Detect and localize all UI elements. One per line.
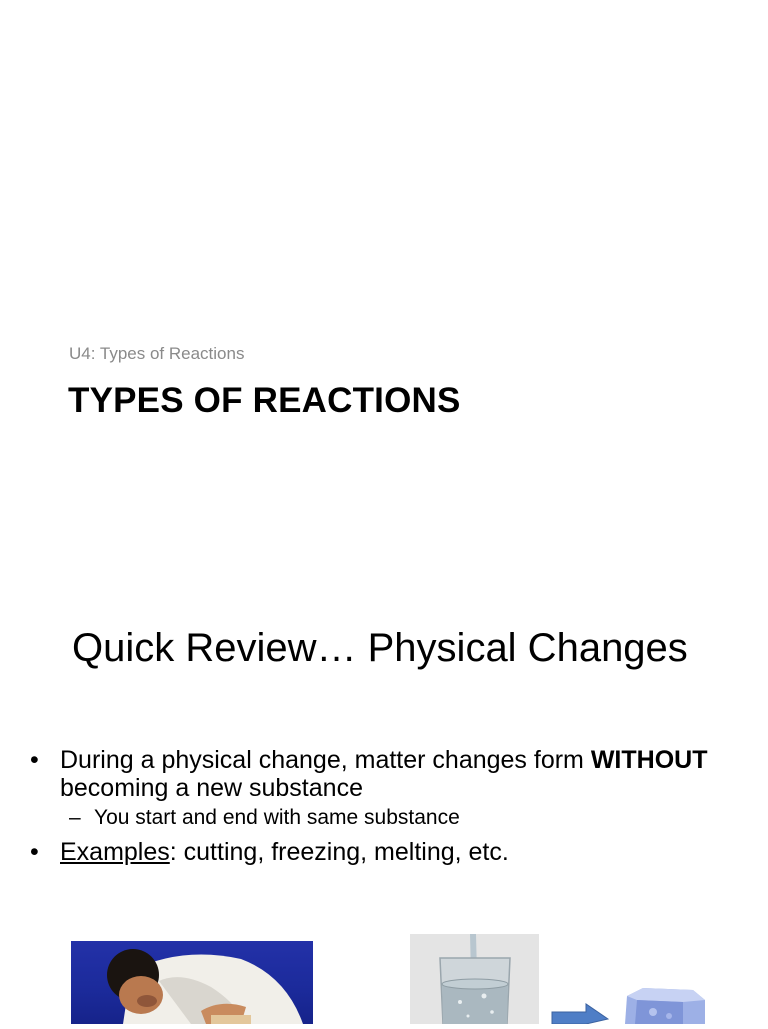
bullet-text-after: becoming a new substance [60,774,363,802]
person-cutting-illustration [71,941,313,1024]
examples-text: : cutting, freezing, melting, etc. [169,838,509,866]
bullet-list [30,746,750,866]
ice-cube-illustration [623,986,707,1024]
right-arrow-icon [551,1003,609,1024]
ice-cube-photo [623,986,707,1024]
bullet-marker: • [30,838,39,866]
examples-label: Examples [60,838,170,866]
slide-subtitle: U4: Types of Reactions [69,344,245,363]
sub-bullet-marker: – [69,806,81,829]
person-cutting-photo [71,941,313,1024]
bullet-marker: • [30,746,39,774]
sub-bullet-text: You start and end with same substance [94,806,460,829]
slide-title: TYPES OF REACTIONS [68,381,461,420]
slide-heading: Quick Review… Physical Changes [72,626,688,670]
bullet-bold-text: WITHOUT [590,746,708,774]
bullet-item-2 [30,838,750,866]
bullet-item-1 [30,746,750,802]
bullet-text-before: During a physical change, matter changes form [60,746,591,774]
sub-bullet-item [30,805,750,831]
water-glass-illustration [410,934,539,1024]
water-glass-photo [410,934,539,1024]
